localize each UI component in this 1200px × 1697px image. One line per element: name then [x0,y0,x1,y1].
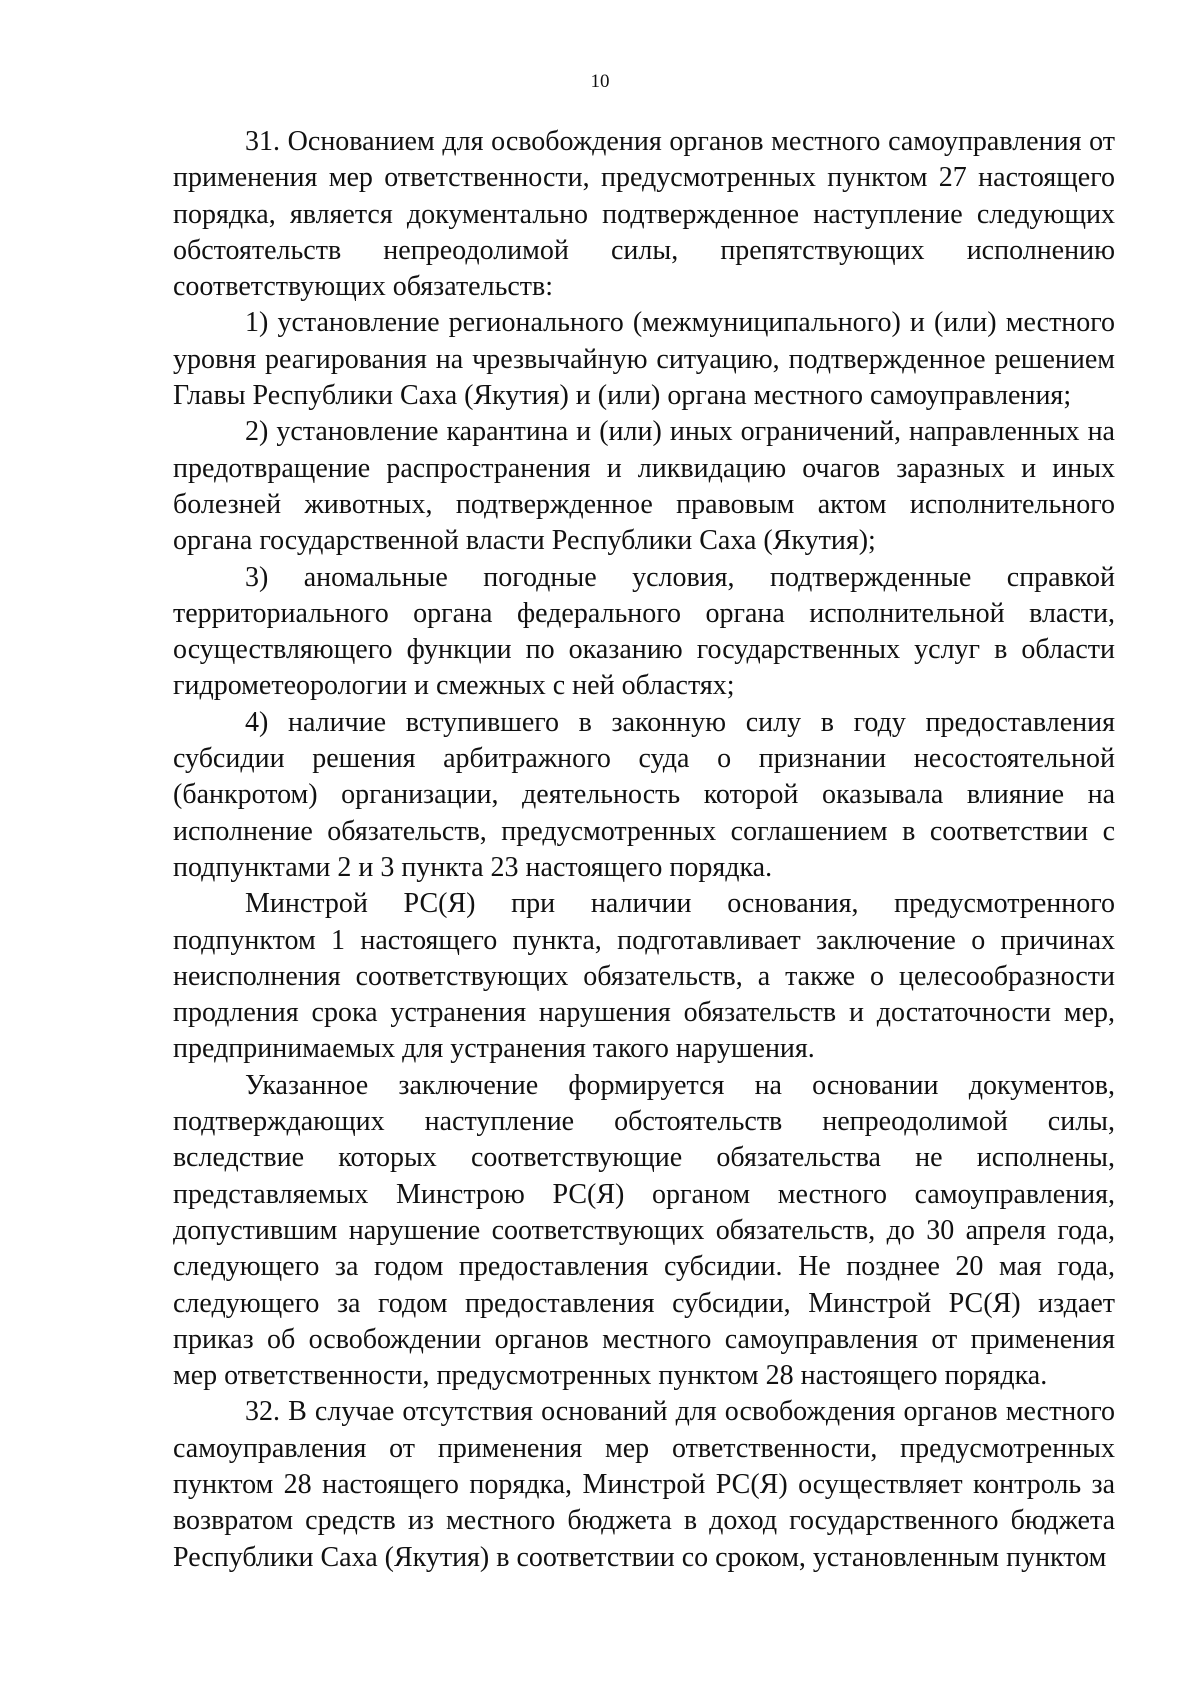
paragraph-subitem-4: 4) наличие вступившего в законную силу в году предоставления субсидии решения арбитражного суда о признании несостоятельной (банкротом) организации, деятельность которой оказывала влияние на исполнение обязательств, предусмотренных соглашением в соответствии с подпунктами 2 и 3 пункта 23 настоящего порядка. [173,706,1115,883]
paragraph-32: 32. В случае отсутствия оснований для освобождения органов местного самоуправления от применения мер ответственности, предусмотренных пунктом 28 настоящего порядка, Минстрой РС(Я) осуществляет контроль за возвратом средств из местного бюджета в доход государственного бюджета Республики Саха (Якутия) в соответствии со сроком, установленным пунктом [173,1396,1115,1573]
paragraph-subitem-3: 3) аномальные погодные условия, подтвержденные справкой территориального органа федерального органа исполнительной власти, осуществляющего функции по оказанию государственных услуг в области гидрометеорологии и смежных с ней областях; [173,561,1115,702]
page-number: 10 [590,71,610,92]
paragraph-subitem-2: 2) установление карантина и (или) иных ограничений, направленных на предотвращение распространения и ликвидацию очагов заразных и иных болезней животных, подтвержденное правовым актом исполнительного органа государственной власти Республики Саха (Якутия); [173,416,1115,557]
paragraph-31: 31. Основанием для освобождения органов местного самоуправления от применения мер ответственности, предусмотренных пунктом 27 настоящего порядка, является документально подтвержденное наступление следующих обстоятельств непреодолимой силы, препятствующих исполнению соответствующих обязательств: [173,126,1115,303]
paragraph-conclusion-basis: Указанное заключение формируется на основании документов, подтверждающих наступление обстоятельств непреодолимой силы, вследствие которых соответствующие обязательства не исполнены, представляемых Минстрою РС(Я) органом местного самоуправления, допустившим нарушение соответствующих обязательств, до 30 апреля года, следующего за годом предоставления субсидии. Не позднее 20 мая года, следующего за годом предоставления субсидии, Минстрой РС(Я) издает приказ об освобождении органов местного самоуправления от применения мер ответственности, предусмотренных пунктом 28 настоящего порядка. [173,1069,1115,1392]
paragraph-minstroy-conclusion: Минстрой РС(Я) при наличии основания, предусмотренного подпунктом 1 настоящего пункта, подготавливает заключение о причинах неисполнения соответствующих обязательств, а также о целесообразности продления срока устранения нарушения обязательств и достаточности мер, предпринимаемых для устранения такого нарушения. [173,888,1115,1065]
paragraph-subitem-1: 1) установление регионального (межмуниципального) и (или) местного уровня реагирования на чрезвычайную ситуацию, подтвержденное решением Главы Республики Саха (Якутия) и (или) органа местного самоуправления; [173,307,1115,412]
document-body [173,124,1115,1576]
